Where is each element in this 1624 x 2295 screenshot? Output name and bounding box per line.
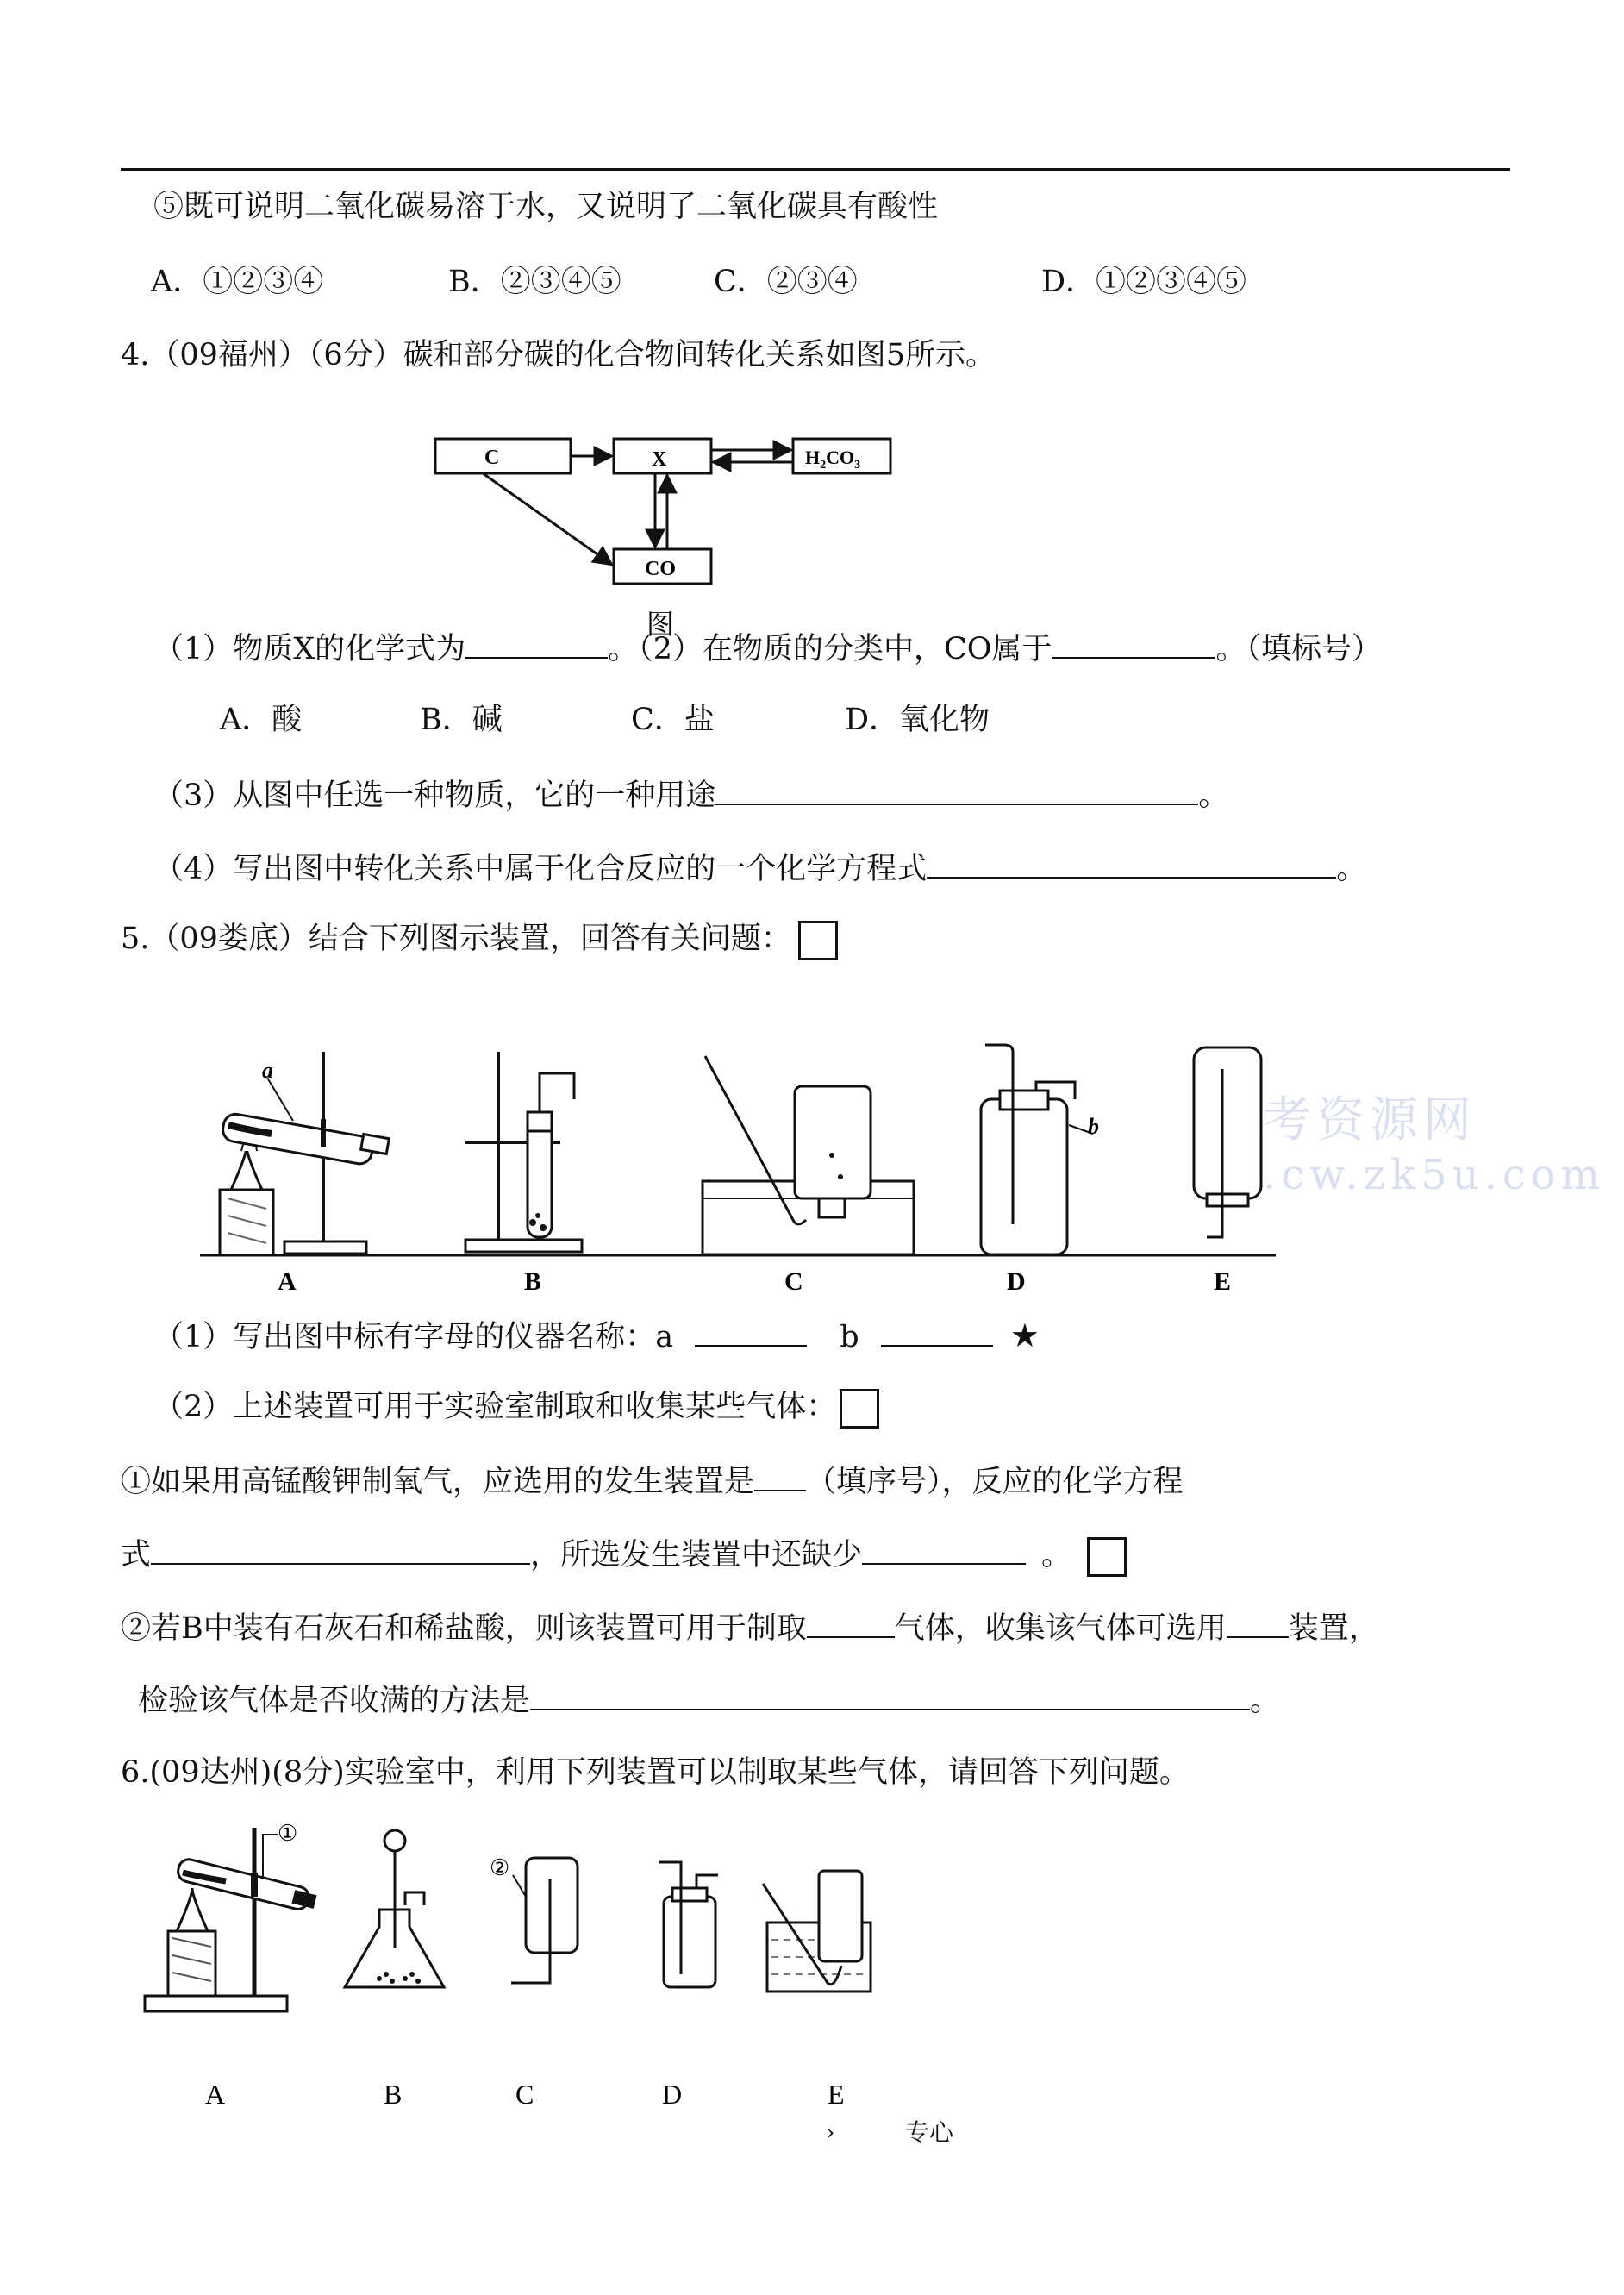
q4-part1: （1）物质X的化学式为 。（2）在物质的分类中，CO属于 。（填标号）: [153, 628, 1382, 668]
q4-choice-d: D．氧化物: [845, 703, 990, 737]
q5-part2: （2）上述装置可用于实验室制取和收集某些气体：: [153, 1388, 879, 1429]
caption-b: B: [524, 1267, 542, 1296]
q3-item5: ⑤既可说明二氧化碳易溶于水，又说明了二氧化碳具有酸性: [153, 190, 939, 224]
label-a: a: [262, 1058, 273, 1083]
q4-choice-c: C．盐: [631, 703, 715, 737]
node-c-label: C: [484, 447, 500, 469]
node-co-label: CO: [645, 558, 676, 580]
star-mark: ★: [1009, 1316, 1040, 1354]
q4-heading: 4.（09福州）（6分）碳和部分碳的化合物间转化关系如图5所示。: [121, 338, 996, 372]
q6-caption-b: B: [384, 2079, 403, 2110]
caption-a: A: [278, 1267, 297, 1296]
caption-e: E: [1214, 1267, 1232, 1296]
q6-apparatus-c: [490, 1855, 578, 1983]
q6-apparatus-e: [763, 1871, 871, 1992]
q6-apparatus-b: [345, 1830, 444, 1987]
marker-2: ②: [490, 1855, 510, 1881]
q6-heading: 6.(09达州)(8分)实验室中，利用下列装置可以制取某些气体，请回答下列问题。: [121, 1755, 1190, 1790]
q6-caption-d: D: [662, 2079, 683, 2110]
q6-caption-a: A: [205, 2079, 226, 2110]
q6-caption-e: E: [828, 2079, 845, 2110]
q3-option-c: C．②③④: [714, 265, 858, 299]
q5-part1: （1）写出图中标有字母的仪器名称：a b ★: [153, 1316, 1040, 1354]
q5-sub1-line1: ①如果用高锰酸钾制氧气，应选用的发生装置是 （填序号），反应的化学方程: [121, 1460, 1184, 1501]
q6-caption-c: C: [515, 2079, 534, 2110]
label-b: b: [1088, 1114, 1099, 1139]
q5-sub2-line2: 检验该气体是否收满的方法是 。: [138, 1679, 1280, 1720]
node-x-label: X: [652, 448, 667, 471]
q5-heading: 5.（09娄底）结合下列图示装置，回答有关问题：: [121, 920, 838, 960]
q5-sub2-line1: ②若B中装有石灰石和稀盐酸，则该装置可用于制取 气体，收集该气体可选用 装置，: [121, 1607, 1379, 1648]
watermark-line1: 考资源网: [1263, 1092, 1477, 1148]
footer-text: 专心: [905, 2118, 954, 2147]
q5-sub1-line2: 式 ，所选发生装置中还缺少 。: [121, 1534, 1127, 1577]
q6-apparatus-d: [659, 1862, 718, 1987]
caption-c: C: [784, 1267, 803, 1296]
q4-choice-a: A．酸: [220, 703, 303, 737]
watermark-line2: .cw.zk5u.com: [1263, 1151, 1606, 1199]
footer-mark: ›: [826, 2120, 835, 2146]
q4-choice-b: B．碱: [420, 703, 503, 737]
q3-option-d: D．①②③④⑤: [1041, 265, 1247, 299]
node-h2co3-label: $H_2CO_3$: [805, 447, 861, 472]
q3-option-a: A．①②③④: [151, 265, 324, 299]
marker-1: ①: [278, 1821, 298, 1847]
caption-d: D: [1007, 1267, 1026, 1296]
q4-part4: （4）写出图中转化关系中属于化合反应的一个化学方程式 。: [153, 847, 1366, 888]
q6-apparatus-a: [145, 1821, 317, 2011]
diagram-caption: 图: [646, 608, 675, 641]
q4-part3: （3）从图中任选一种物质，它的一种用途 。: [153, 774, 1228, 815]
q3-option-b: B．②③④⑤: [448, 265, 621, 299]
